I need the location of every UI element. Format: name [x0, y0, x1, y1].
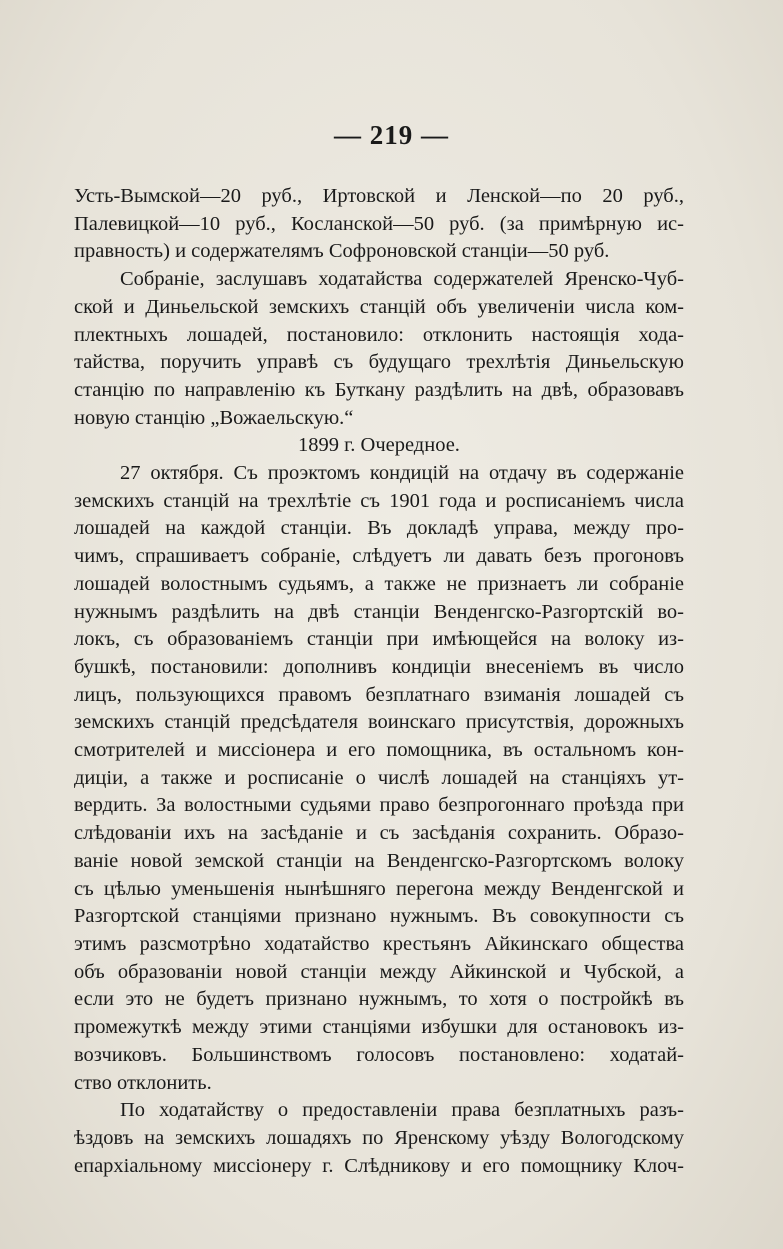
text-line: правность) и содержателямъ Софроновской станціи—50 руб.	[74, 240, 610, 263]
text-line: Разгортской станціями признано нужнымъ. Въ совокупности съ	[74, 905, 684, 928]
text-line: бушкѣ, постановили: дополнивъ кондиціи внесеніемъ въ число	[74, 655, 684, 678]
page-number: — 219 —	[334, 120, 449, 150]
text-line: ѣздовъ на земскихъ лошадяхъ по Яренскому уѣзду Вологодскому	[74, 1126, 684, 1149]
text-line: съ цѣлью уменьшенія нынѣшняго перегона между Венденгской и	[74, 877, 684, 900]
text-line: Усть-Вымской—20 руб., Иртовской и Ленской—по 20 руб.,	[74, 185, 684, 207]
text-line: земскихъ станцій предсѣдателя воинскаго присутствія, дорожныхъ	[74, 711, 684, 734]
text-line: 27 октября. Съ проэктомъ кондицій на отдачу въ содержаніе	[120, 462, 684, 485]
text-line: лошадей волостнымъ судьямъ, а также не признаетъ ли собраніе	[74, 572, 684, 595]
text-line: слѣдованіи ихъ на засѣданіе и съ засѣданія сохранить. Образо-	[74, 822, 684, 845]
text-line: земскихъ станцій на трехлѣтіе съ 1901 года и росписаніемъ числа	[74, 489, 684, 512]
text-line: возчиковъ. Большинствомъ голосовъ постановлено: ходатай-	[74, 1043, 684, 1066]
text-line: плектныхъ лошадей, постановило: отклонить настоящія хода-	[74, 323, 684, 346]
text-line: тайства, поручить управѣ съ будущаго трехлѣтія Диньельскую	[74, 351, 684, 374]
text-line: новую станцію „Вожаельскую.“	[74, 406, 354, 429]
text-line: ство отклонить.	[74, 1071, 212, 1094]
text-line: диціи, а также и росписаніе о числѣ лошадей на станціяхъ ут-	[74, 766, 684, 789]
text-line: По ходатайству о предоставленіи права безплатныхъ разъ-	[120, 1099, 684, 1122]
text-line: ской и Диньельской земскихъ станцій объ увеличеніи числа ком-	[74, 295, 684, 318]
text-line: смотрителей и миссіонера и его помощника, въ остальномъ кон-	[74, 739, 684, 762]
text-line: вердить. За волостными судьями право безпрогоннаго проѣзда при	[74, 794, 684, 817]
text-line: промежуткѣ между этими станціями избушки для остановокъ из-	[74, 1016, 684, 1039]
text-line: лицъ, пользующихся правомъ безплатнаго взиманія лошадей съ	[74, 683, 684, 706]
text-line: локъ, съ образованіемъ станціи при имѣющейся на волоку из-	[74, 628, 684, 651]
text-line: Палевицкой—10 руб., Косланской—50 руб. (за примѣрную ис-	[74, 212, 684, 235]
text-line: чимъ, спрашиваетъ собраніе, слѣдуетъ ли давать безъ прогоновъ	[74, 545, 684, 568]
body-text	[74, 183, 684, 1180]
text-line: 1899 г. Очередное.	[298, 434, 460, 457]
text-line: объ образованіи новой станціи между Айкинской и Чубской, а	[74, 960, 684, 983]
text-line: если это не будетъ признано нужнымъ, то хотя о постройкѣ въ	[74, 988, 684, 1011]
text-line: нужнымъ раздѣлить на двѣ станціи Венденгско-Разгортскій во-	[74, 600, 684, 623]
text-line: станцію по направленію къ Буткану раздѣлить на двѣ, образовавъ	[74, 378, 684, 401]
text-line: ваніе новой земской станціи на Венденгско-Разгортскомъ волоку	[74, 849, 684, 872]
text-line: Собраніе, заслушавъ ходатайства содержателей Яренско-Чуб-	[120, 268, 684, 291]
text-line: епархіальному миссіонеру г. Слѣдникову и его помощнику Клоч-	[74, 1154, 684, 1177]
text-line: этимъ разсмотрѣно ходатайство крестьянъ Айкинскаго общества	[74, 932, 684, 955]
text-line: лошадей на каждой станціи. Въ докладѣ управа, между про-	[74, 517, 684, 540]
